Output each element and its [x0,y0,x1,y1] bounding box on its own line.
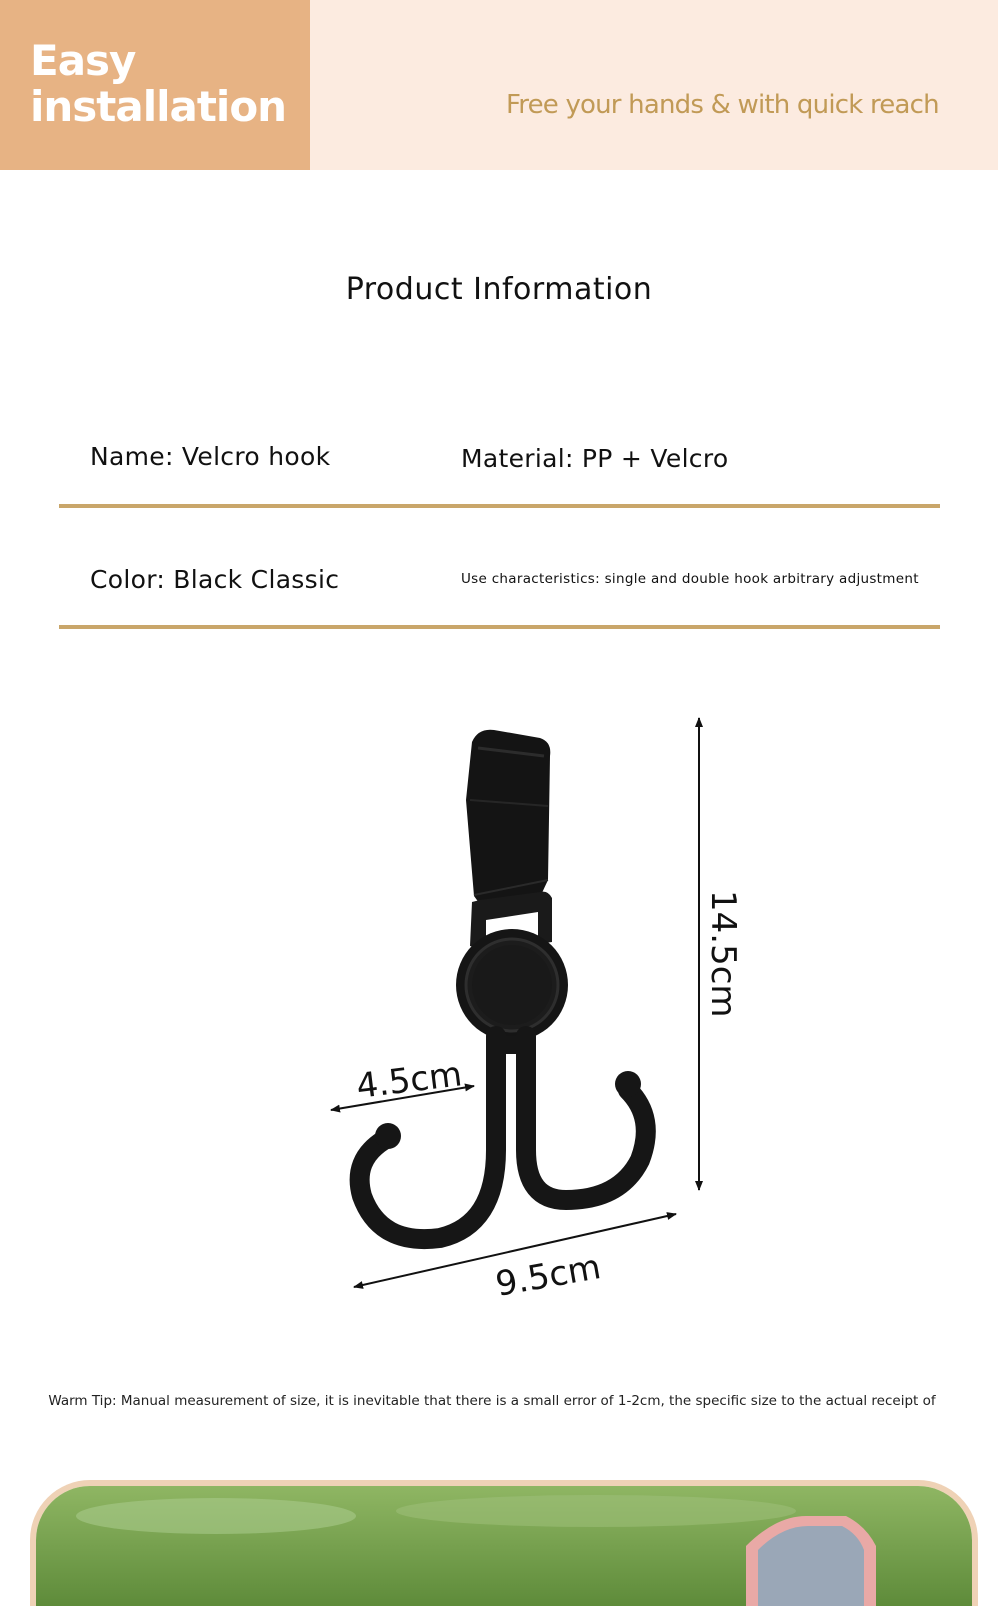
section-title: Product Information [345,272,653,307]
banner-title-block [0,0,310,170]
hook-width-dimension [331,1054,474,1110]
rotating-knob-icon [456,929,568,1041]
banner-title-line2: installation [30,82,287,131]
total-width-label: 9.5cm [492,1247,604,1305]
warm-tip: Warm Tip: Manual measurement of size, it is inevitable that there is a small error of 1-2cm, the specific size to the actual receipt of [48,1393,936,1409]
product-image [320,700,760,1320]
velcro-strap-icon [466,730,550,918]
header-banner [0,0,998,170]
divider [59,504,940,508]
info-use: Use characteristics: single and double hook arbitrary adjustment [461,571,919,587]
divider [59,625,940,629]
info-color: Color: Black Classic [90,565,340,594]
grass-photo-image [36,1486,972,1606]
info-material: Material: PP + Velcro [461,444,729,473]
height-label: 14.5cm [703,890,743,1018]
bottom-photo [30,1480,978,1606]
hook-width-label: 4.5cm [354,1054,465,1107]
banner-tagline: Free your hands & with quick reach [506,90,939,120]
height-dimension [699,718,743,1190]
banner-title [30,38,286,130]
info-name: Name: Velcro hook [90,442,331,471]
banner-title-line1: Easy [30,36,136,85]
